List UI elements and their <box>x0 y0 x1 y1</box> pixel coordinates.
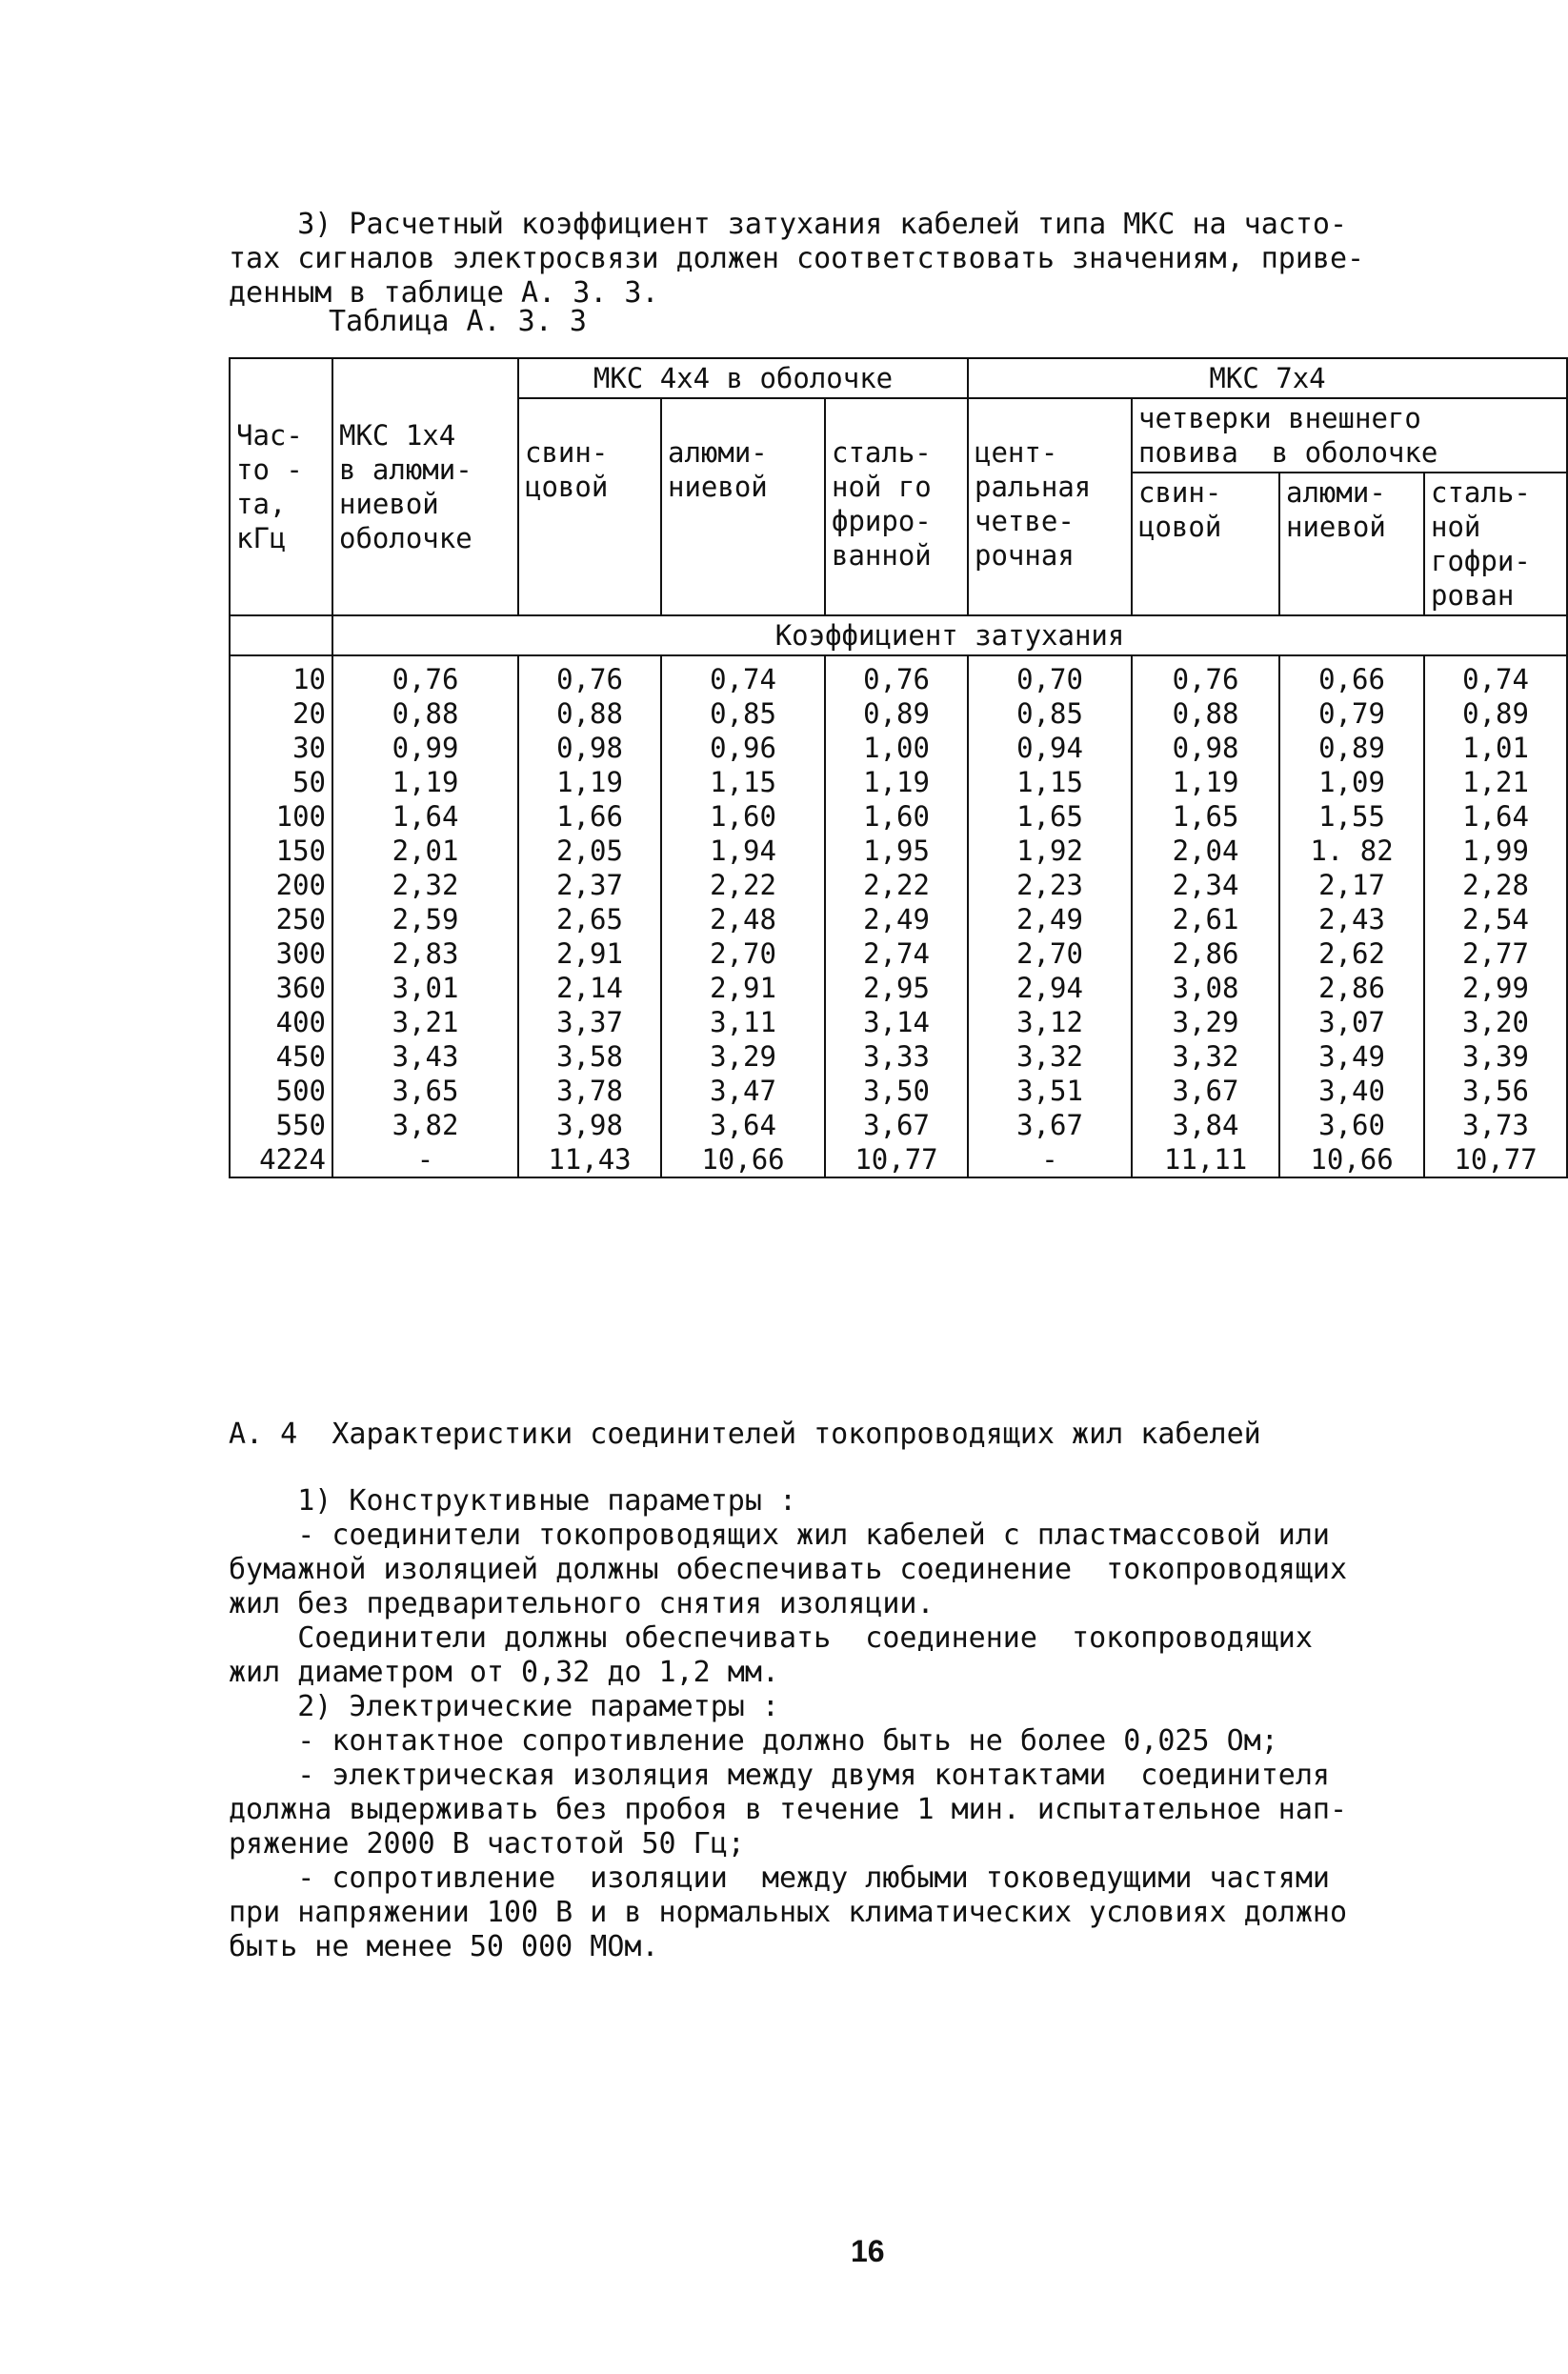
value-cell: 1,60 <box>661 799 825 834</box>
value-cell: 0,76 <box>332 655 518 696</box>
value-cell: 10,66 <box>661 1142 825 1177</box>
frequency-cell: 100 <box>230 799 332 834</box>
value-cell: 10,66 <box>1279 1142 1424 1177</box>
value-cell: 1,01 <box>1424 731 1567 765</box>
table-row <box>230 1108 1567 1142</box>
header-frequency: Час- то - та, кГц <box>230 358 332 615</box>
value-cell: 0,89 <box>825 696 968 731</box>
table-row <box>230 696 1567 731</box>
table-row <box>230 731 1567 765</box>
value-cell: 3,12 <box>968 1005 1132 1039</box>
value-cell: 2,86 <box>1279 971 1424 1005</box>
value-cell: 0,89 <box>1279 731 1424 765</box>
value-cell: 2,70 <box>661 936 825 971</box>
value-cell: 3,51 <box>968 1074 1132 1108</box>
frequency-cell: 450 <box>230 1039 332 1074</box>
value-cell: 2,49 <box>968 902 1132 936</box>
header-steel-corrugated: сталь- ной го фриро- ванной <box>825 398 968 615</box>
value-cell: 0,76 <box>518 655 661 696</box>
value-cell: 2,14 <box>518 971 661 1005</box>
body-line: - сопротивление изоляции между любыми токоведущими частями <box>229 1861 1330 1895</box>
value-cell: 1,19 <box>332 765 518 799</box>
value-cell: 3,64 <box>661 1108 825 1142</box>
frequency-cell: 30 <box>230 731 332 765</box>
value-cell: 0,74 <box>661 655 825 696</box>
frequency-cell: 500 <box>230 1074 332 1108</box>
value-cell: 1,65 <box>1132 799 1279 834</box>
body-line: бумажной изоляцией должны обеспечивать соединение токопроводящих <box>229 1553 1347 1586</box>
frequency-cell: 10 <box>230 655 332 696</box>
value-cell: 3,11 <box>661 1005 825 1039</box>
value-cell: 1,64 <box>1424 799 1567 834</box>
value-cell: - <box>332 1142 518 1177</box>
body-line: 2) Электрические параметры : <box>229 1690 779 1723</box>
body-line: быть не менее 50 000 МОм. <box>229 1930 659 1963</box>
value-cell: 3,78 <box>518 1074 661 1108</box>
value-cell: 3,32 <box>968 1039 1132 1074</box>
table-caption: Таблица А. 3. 3 <box>329 305 587 338</box>
value-cell: 1,66 <box>518 799 661 834</box>
value-cell: 2,49 <box>825 902 968 936</box>
value-cell: 3,49 <box>1279 1039 1424 1074</box>
body-line: - соединители токопроводящих жил кабелей с пластмассовой или <box>229 1519 1330 1552</box>
table-row <box>230 799 1567 834</box>
value-cell: 3,50 <box>825 1074 968 1108</box>
value-cell: 1,64 <box>332 799 518 834</box>
value-cell: 2,61 <box>1132 902 1279 936</box>
table-row <box>230 1142 1567 1177</box>
value-cell: 3,56 <box>1424 1074 1567 1108</box>
value-cell: 0,96 <box>661 731 825 765</box>
header-mks-1x4: МКС 1х4 в алюми- ниевой оболочке <box>332 358 518 615</box>
value-cell: 3,60 <box>1279 1108 1424 1142</box>
header-outer-aluminium: алюми- ниевой <box>1279 473 1424 615</box>
value-cell: 0,89 <box>1424 696 1567 731</box>
frequency-cell: 250 <box>230 902 332 936</box>
value-cell: 2,62 <box>1279 936 1424 971</box>
value-cell: 1,19 <box>518 765 661 799</box>
value-cell: 1,95 <box>825 834 968 868</box>
value-cell: 0,88 <box>332 696 518 731</box>
intro-line-1: 3) Расчетный коэффициент затухания кабелей типа МКС на часто- <box>229 208 1347 241</box>
value-cell: 1,92 <box>968 834 1132 868</box>
value-cell: 2,22 <box>661 868 825 902</box>
value-cell: 1,55 <box>1279 799 1424 834</box>
value-cell: 2,43 <box>1279 902 1424 936</box>
value-cell: 0,76 <box>825 655 968 696</box>
value-cell: 0,85 <box>968 696 1132 731</box>
value-cell: 1. 82 <box>1279 834 1424 868</box>
value-cell: 2,77 <box>1424 936 1567 971</box>
frequency-cell: 360 <box>230 971 332 1005</box>
value-cell: 1,65 <box>968 799 1132 834</box>
body-line: 1) Конструктивные параметры : <box>229 1484 797 1518</box>
value-cell: 1,15 <box>968 765 1132 799</box>
value-cell: 0,99 <box>332 731 518 765</box>
value-cell: 1,00 <box>825 731 968 765</box>
table-row <box>230 1074 1567 1108</box>
value-cell: 2,05 <box>518 834 661 868</box>
value-cell: 2,48 <box>661 902 825 936</box>
value-cell: 3,67 <box>1132 1074 1279 1108</box>
value-cell: 3,65 <box>332 1074 518 1108</box>
value-cell: 1,21 <box>1424 765 1567 799</box>
header-mks-7x4: МКС 7х4 <box>968 358 1567 398</box>
value-cell: 3,58 <box>518 1039 661 1074</box>
value-cell: 3,47 <box>661 1074 825 1108</box>
table-row <box>230 834 1567 868</box>
value-cell: 0,85 <box>661 696 825 731</box>
value-cell: 3,01 <box>332 971 518 1005</box>
header-mks-4x4: МКС 4х4 в оболочке <box>518 358 968 398</box>
table-row <box>230 655 1567 696</box>
header-outer-lead: свин- цовой <box>1132 473 1279 615</box>
value-cell: 2,94 <box>968 971 1132 1005</box>
value-cell: 2,74 <box>825 936 968 971</box>
header-lead: свин- цовой <box>518 398 661 615</box>
value-cell: 2,22 <box>825 868 968 902</box>
value-cell: 3,33 <box>825 1039 968 1074</box>
body-line: при напряжении 100 В и в нормальных климатических условиях должно <box>229 1896 1347 1929</box>
value-cell: 0,94 <box>968 731 1132 765</box>
value-cell: 1,19 <box>825 765 968 799</box>
table-row <box>230 1005 1567 1039</box>
table-row <box>230 765 1567 799</box>
value-cell: 0,76 <box>1132 655 1279 696</box>
value-cell: 3,67 <box>825 1108 968 1142</box>
value-cell: 2,28 <box>1424 868 1567 902</box>
value-cell: 3,37 <box>518 1005 661 1039</box>
value-cell: 3,08 <box>1132 971 1279 1005</box>
value-cell: 2,59 <box>332 902 518 936</box>
table-row <box>230 902 1567 936</box>
table-row <box>230 936 1567 971</box>
frequency-cell: 4224 <box>230 1142 332 1177</box>
table-row <box>230 868 1567 902</box>
body-line: должна выдерживать без пробоя в течение 1 мин. испытательное нап- <box>229 1793 1347 1826</box>
value-cell: - <box>968 1142 1132 1177</box>
value-cell: 1,09 <box>1279 765 1424 799</box>
page-number: 16 <box>851 2234 885 2268</box>
frequency-cell: 300 <box>230 936 332 971</box>
value-cell: 0,98 <box>518 731 661 765</box>
value-cell: 3,40 <box>1279 1074 1424 1108</box>
intro-line-3: денным в таблице А. 3. 3. <box>229 276 659 310</box>
body-line: жил диаметром от 0,32 до 1,2 мм. <box>229 1656 779 1689</box>
value-cell: 3,21 <box>332 1005 518 1039</box>
value-cell: 2,65 <box>518 902 661 936</box>
frequency-cell: 50 <box>230 765 332 799</box>
value-cell: 0,98 <box>1132 731 1279 765</box>
table-row <box>230 971 1567 1005</box>
value-cell: 3,07 <box>1279 1005 1424 1039</box>
value-cell: 3,98 <box>518 1108 661 1142</box>
value-cell: 1,19 <box>1132 765 1279 799</box>
value-cell: 10,77 <box>825 1142 968 1177</box>
value-cell: 2,32 <box>332 868 518 902</box>
value-cell: 3,39 <box>1424 1039 1567 1074</box>
value-cell: 2,83 <box>332 936 518 971</box>
header-outer-quads: четверки внешнего повива в оболочке <box>1132 398 1567 473</box>
value-cell: 1,15 <box>661 765 825 799</box>
value-cell: 0,74 <box>1424 655 1567 696</box>
value-cell: 3,29 <box>1132 1005 1279 1039</box>
header-outer-steel: сталь- ной гофри- рован <box>1424 473 1567 615</box>
value-cell: 3,43 <box>332 1039 518 1074</box>
header-central-quad: цент- ральная четве- рочная <box>968 398 1132 615</box>
value-cell: 3,73 <box>1424 1108 1567 1142</box>
body-line: жил без предварительного снятия изоляции. <box>229 1587 935 1620</box>
intro-line-2: тах сигналов электросвязи должен соответствовать значениям, приве- <box>229 242 1365 275</box>
value-cell: 0,70 <box>968 655 1132 696</box>
table-row <box>230 1039 1567 1074</box>
frequency-cell: 550 <box>230 1108 332 1142</box>
value-cell: 1,99 <box>1424 834 1567 868</box>
body-line: Соединители должны обеспечивать соединение токопроводящих <box>229 1621 1313 1655</box>
value-cell: 3,29 <box>661 1039 825 1074</box>
value-cell: 2,95 <box>825 971 968 1005</box>
value-cell: 2,70 <box>968 936 1132 971</box>
value-cell: 1,94 <box>661 834 825 868</box>
value-cell: 2,04 <box>1132 834 1279 868</box>
value-cell: 0,88 <box>518 696 661 731</box>
body-line: - электрическая изоляция между двумя контактами соединителя <box>229 1759 1330 1792</box>
value-cell: 2,23 <box>968 868 1132 902</box>
value-cell: 10,77 <box>1424 1142 1567 1177</box>
value-cell: 3,82 <box>332 1108 518 1142</box>
body-line: - контактное сопротивление должно быть не более 0,025 Ом; <box>229 1724 1278 1758</box>
section-title: А. 4 Характеристики соединителей токопроводящих жил кабелей <box>229 1418 1261 1451</box>
value-cell: 2,91 <box>518 936 661 971</box>
header-coefficient: Коэффициент затухания <box>332 615 1567 655</box>
value-cell: 2,17 <box>1279 868 1424 902</box>
value-cell: 1,60 <box>825 799 968 834</box>
value-cell: 2,01 <box>332 834 518 868</box>
value-cell: 2,86 <box>1132 936 1279 971</box>
header-aluminium: алюми- ниевой <box>661 398 825 615</box>
value-cell: 3,20 <box>1424 1005 1567 1039</box>
value-cell: 11,43 <box>518 1142 661 1177</box>
value-cell: 2,91 <box>661 971 825 1005</box>
value-cell: 11,11 <box>1132 1142 1279 1177</box>
value-cell: 3,84 <box>1132 1108 1279 1142</box>
value-cell: 2,54 <box>1424 902 1567 936</box>
value-cell: 2,37 <box>518 868 661 902</box>
value-cell: 3,14 <box>825 1005 968 1039</box>
frequency-cell: 400 <box>230 1005 332 1039</box>
frequency-cell: 150 <box>230 834 332 868</box>
value-cell: 3,32 <box>1132 1039 1279 1074</box>
value-cell: 0,66 <box>1279 655 1424 696</box>
body-line: ряжение 2000 В частотой 50 Гц; <box>229 1827 745 1861</box>
value-cell: 2,99 <box>1424 971 1567 1005</box>
frequency-cell: 20 <box>230 696 332 731</box>
value-cell: 0,88 <box>1132 696 1279 731</box>
value-cell: 2,34 <box>1132 868 1279 902</box>
attenuation-table <box>229 357 1568 1178</box>
value-cell: 0,79 <box>1279 696 1424 731</box>
frequency-cell: 200 <box>230 868 332 902</box>
value-cell: 3,67 <box>968 1108 1132 1142</box>
